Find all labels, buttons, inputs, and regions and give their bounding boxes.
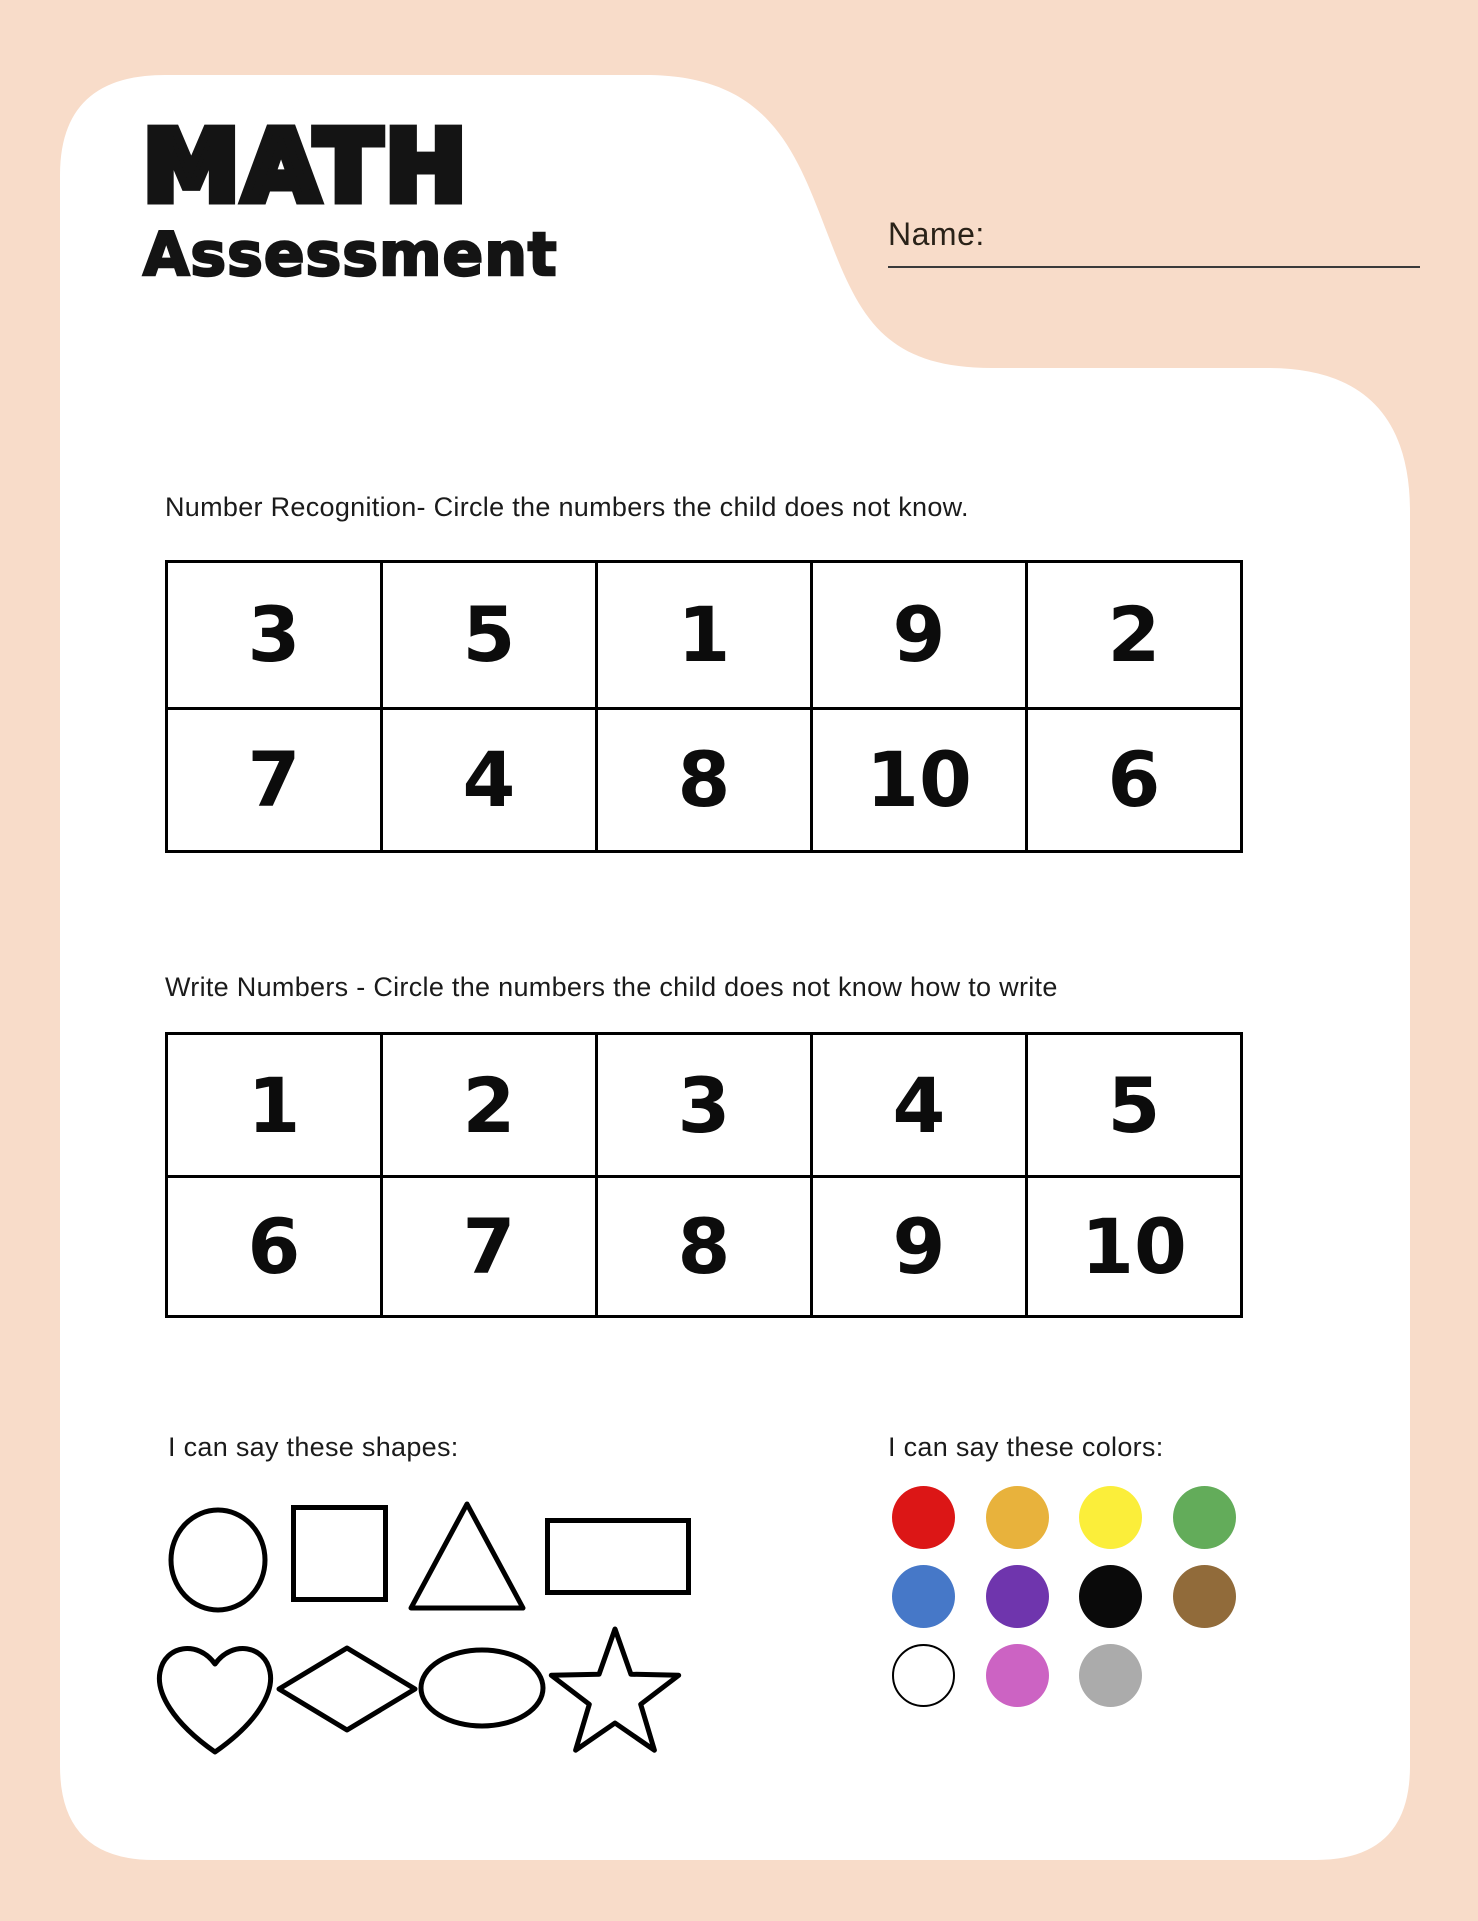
square-shape bbox=[291, 1505, 388, 1602]
number-cell-6[interactable]: 6 bbox=[1025, 710, 1240, 851]
color-dot-blue bbox=[892, 1565, 955, 1628]
star-shape bbox=[545, 1624, 687, 1762]
number-cell-5[interactable]: 5 bbox=[380, 563, 595, 707]
rectangle-shape bbox=[545, 1518, 691, 1595]
triangle-shape bbox=[406, 1499, 528, 1613]
table-row bbox=[168, 1175, 1240, 1315]
circle-shape bbox=[167, 1506, 269, 1614]
number-cell-7[interactable]: 7 bbox=[380, 1178, 595, 1315]
write-numbers-instruction: Write Numbers - Circle the numbers the child does not know how to write bbox=[165, 972, 1058, 1002]
name-input-line[interactable] bbox=[888, 226, 1420, 268]
number-cell-9[interactable]: 9 bbox=[810, 563, 1025, 707]
number-recognition-instruction: Number Recognition- Circle the numbers the child does not know. bbox=[165, 492, 969, 522]
heart-shape bbox=[148, 1632, 282, 1760]
number-cell-4[interactable]: 4 bbox=[810, 1035, 1025, 1175]
number-cell-6[interactable]: 6 bbox=[247, 1202, 301, 1291]
colors-section-label: I can say these colors: bbox=[888, 1432, 1164, 1462]
color-dot-orange bbox=[986, 1486, 1049, 1549]
color-dot-black bbox=[1079, 1565, 1142, 1628]
diamond-shape bbox=[275, 1644, 419, 1734]
number-cell-2[interactable]: 2 bbox=[1025, 563, 1240, 707]
number-cell-5[interactable]: 5 bbox=[1025, 1035, 1240, 1175]
color-dot-white bbox=[892, 1644, 955, 1707]
write-numbers-table bbox=[165, 1032, 1243, 1318]
number-cell-3[interactable]: 3 bbox=[595, 1035, 810, 1175]
name-label: Name: bbox=[888, 216, 985, 252]
number-cell-8[interactable]: 8 bbox=[595, 710, 810, 851]
number-cell-10[interactable]: 10 bbox=[810, 710, 1025, 851]
color-dot-purple bbox=[986, 1565, 1049, 1628]
number-cell-8[interactable]: 8 bbox=[595, 1178, 810, 1315]
table-row bbox=[168, 563, 1240, 707]
number-cell-4[interactable]: 4 bbox=[380, 710, 595, 851]
color-dot-yellow bbox=[1079, 1486, 1142, 1549]
page-subtitle: Assessment bbox=[143, 220, 558, 290]
number-cell-1[interactable]: 1 bbox=[595, 563, 810, 707]
color-dot-brown bbox=[1173, 1565, 1236, 1628]
color-dot-magenta bbox=[986, 1644, 1049, 1707]
page-title: MATH bbox=[143, 110, 471, 223]
number-cell-9[interactable]: 9 bbox=[810, 1178, 1025, 1315]
number-cell-1[interactable]: 1 bbox=[247, 1060, 301, 1150]
number-cell-3[interactable]: 3 bbox=[247, 590, 301, 680]
number-cell-2[interactable]: 2 bbox=[380, 1035, 595, 1175]
number-cell-7[interactable]: 7 bbox=[247, 735, 301, 825]
color-dot-green bbox=[1173, 1486, 1236, 1549]
oval-shape bbox=[417, 1646, 547, 1730]
number-cell-10[interactable]: 10 bbox=[1025, 1178, 1240, 1315]
number-recognition-table bbox=[165, 560, 1243, 853]
table-row bbox=[168, 1035, 1240, 1175]
color-dot-gray bbox=[1079, 1644, 1142, 1707]
shapes-section-label: I can say these shapes: bbox=[168, 1432, 459, 1462]
table-row bbox=[168, 707, 1240, 851]
color-dot-red bbox=[892, 1486, 955, 1549]
